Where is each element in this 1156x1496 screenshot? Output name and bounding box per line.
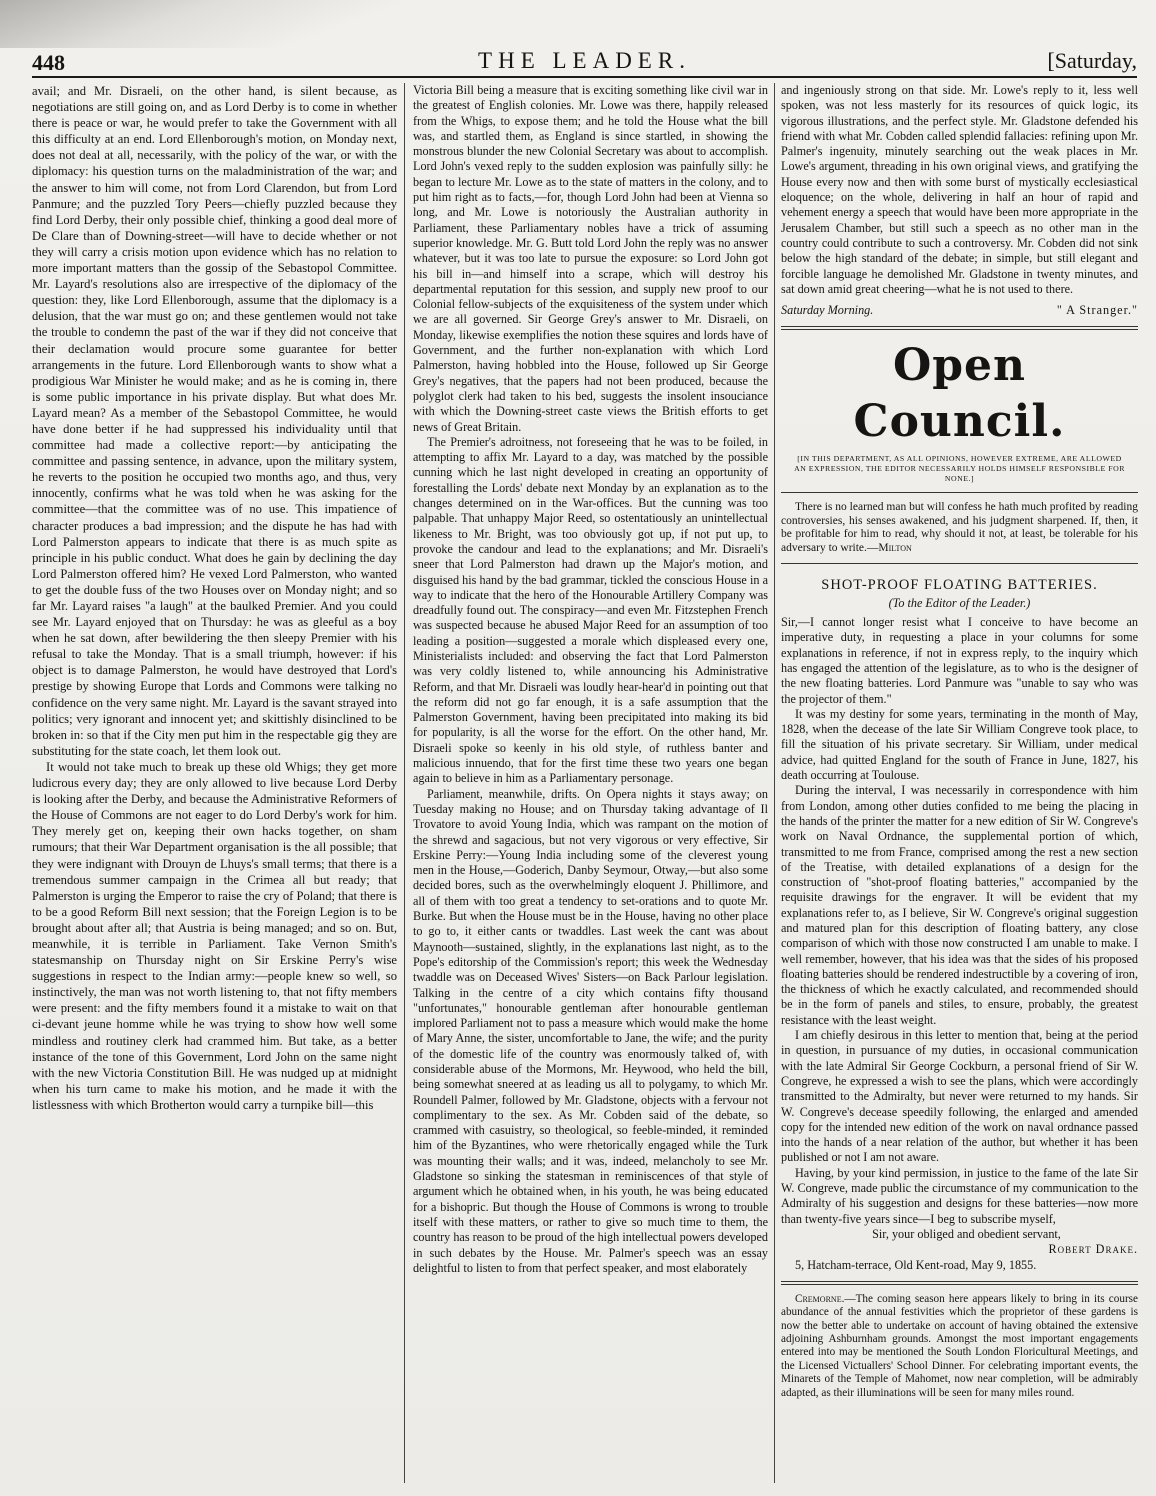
paragraph: I am chiefly desirous in this letter to mention that, being at the period in question, in pursuance of my duties, in occasional communication with the late Admiral Sir George Cockburn, a personal friend of Sir W. Congreve, he expressed a wish to see the plans, which were accordingly transmitted to the Admiralty, but never were returned to my hands. Sir W. Congreve's decease speedily following, the enlarged and amended copy for the intended new edition of the work on naval ordnance passed into the hands of a near relation of the author, but whether it has been published or not I am not aware. <box>781 1028 1138 1165</box>
column-3 <box>781 83 1138 1483</box>
paragraph: During the interval, I was necessarily in correspondence with him from London, among other duties confided to me being the placing in the hands of the printer the matter for a new edition of Sir W. Congreve's work on Naval Ordnance, the supplemental portion of which, transmitted to me from France, comprised among the rest a new section of the Treatise, with detailed explanations of a design for the construction of "shot-proof floating batteries," accompanied by the requisite drawings for the engraver. It will be evident that my explanations refer to, as I believe, Sir W. Congreve's original suggestion and matured plan for this description of floating battery, any close comparison of which with those now constructed I am unable to make. I well remember, however, that his idea was that the sides of his proposed floating batteries should be rendered indestructible by a covering of iron, the thickness of which he exactly calculated, and recommended should be in the form of panels and stiles, to ensure, probably, the greatest resistance with the least weight. <box>781 783 1138 1027</box>
paper-scuff <box>0 0 420 48</box>
section-divider <box>781 492 1138 493</box>
page-number: 448 <box>32 50 65 75</box>
letter-signer: Robert Drake. <box>1048 1242 1138 1257</box>
paragraph: avail; and Mr. Disraeli, on the other hand, is silent because, as negotiations are still going on, and as Lord Derby is to come in whether there is peace or war, he would prefer to take the Government with all this difficulty at an end. Lord Ellenborough's motion, on Monday next, does not deal at all, necessarily, with the policy of the war, or with the diplomacy: his question turns on the maladministration of the war; and the answer to him will come, not from Lord Clarendon, but from Lord Panmure; and the puzzled Tory Peers—chiefly puzzled because they find Lord Derby, their only possible chief, thinking a good deal more of De Clare than of Downing-street—will have to decide whether or not they will carry a crisis motion upon evidence which has no relation to more important matters than the gossip of the Sebastopol Committee. Mr. Layard's resolutions also are irrespective of the diplomacy of the question: they, like Lord Ellenborough, assume that the diplomacy is a delusion, that the war must go on; and these gentlemen would not take the trouble to condemn the past of the war if they did not conceive that their declamation would procure some guarantee for better arrangements in the future. Lord Ellenborough wants to show what a prodigious War Minister he would make; and as he is coming in, there is some public importance in his private display. But what does Mr. Layard mean? As a member of the Sebastopol Committee, he would have done better if he had suppressed his individuality until that committee had made a collective report:—by anticipating the committee and passing sentence, in advance, upon the military system, he reverts to the position he occupied two months ago, and thus, very innocently, confirms what he was told when he was asking for the committee—that the committee was of no use. This impatience of character produces a bad impression; and the dispute he has had with Lord Palmerston appears to indicate that there is as much spite as principle in his public conduct. What does he gain by declining the day Lord Palmerston offered him? He vexed Lord Palmerston, who wanted to get the double fuss of the two Houses over on Monday night; and so far Mr. Layard raises "a laugh" at the baulked Premier. And you could see Mr. Layard enjoyed that on Thursday: he was as gleeful as a boy when he sat down, after bewildering the then sleepy Premier with his refusal to take the Monday. That is a small triumph, however: if his object is to damage Palmerston, he would have destroyed that Lord's prestige by showing Europe that Lords and Commons were talking no confidence on the very same night. Mr. Layard is the savant strayed into politics; very ignorant and innocent yet; and skittishly disinclined to be broken in: so that if the City men put him in the respectable gig they are substituting for the state coach, let them look out. <box>32 84 397 758</box>
letter-address: 5, Hatcham-terrace, Old Kent-road, May 9, 1855. <box>795 1257 1037 1272</box>
cremorne-text: —The coming season here appears likely to bring in its course abundance of the annual festivities which the proprietor of these gardens is now the better able to undertake on account of having obtained the extensive adjoining Ashburnham grounds. Amongst the most important engagements entered into may be mentioned the South London Floricultural Meetings, and the Licensed Victuallers' School Dinner. For celebrating important events, the Minarets of the Temple of Mahomet, now near completion, will be admirably adapted, as their illuminations will be seen for many miles round. <box>781 1292 1138 1399</box>
column-rule <box>774 83 775 1483</box>
paragraph: Parliament, meanwhile, drifts. On Opera nights it stays away; on Tuesday making no House; and on Thursday taking advantage of Il Trovatore to avoid Young India, which was rampant on the motion of the shrewd and sagacious, but not very vigorous or very effective, Sir Erskine Perry:—Young India including some of the cleverest young men in the House,—Goderich, Danby Seymour, Otway,—but also some decided bores, such as the overwhelmingly eloquent J. Phillimore, and all of them with too great a tendency to set-orations and to quote Mr. Burke. But when the House must be in the House, having no other place to go to, it either cants or twaddles. Last week the cant was about Maynooth—sustained, slightly, in the explanations last night, as to the Pope's editorship of the Commission's report; this week the Wednesday twaddle was on Deceased Wives' Sisters—on Back Parlour legislation. Talking in the centre of a city which contains fifty thousand "unfortunates," honourable gentleman after honourable gentleman implored Parliament not to pass a measure which would make the home of Mary Anne, the sister, uncomfortable to Jane, the wife; and the purity of the domestic life of the country was enormously talked of, with considerable abuse of the Mormons, Mr. Heywood, who held the bill, being somewhat sneered at as leading us all to polygamy, to which Mr. Roundell Palmer, followed by Mr. Gladstone, objects with a fervour not complimentary to the sex. As Mr. Cobden said of the debate, so crammed with casuistry, so theological, so feeble-minded, it reminded him of the Byzantines, who were rhetorically engaged while the Turk was mounting their walls; and it was, indeed, melancholy to see Mr. Gladstone so sinking the statesman in reminiscences of that style of argument which he obtained when, in his youth, he was being educated for a bishopric. But though the House of Commons is wrong to trouble itself with these matters, or rather to give so much time to them, the country has reason to be proud of the high intellectual powers developed in such debates by the House. Mr. Palmer's speech was an essay delightful to listen to from that perfect speaker, and most elaborately <box>413 786 768 1275</box>
header-day: [Saturday, <box>1047 48 1137 73</box>
signoff <box>781 303 1138 318</box>
paragraph: Victoria Bill being a measure that is exciting something like civil war in the greatest of English colonies. Mr. Lowe was there, happily released from the Whigs, to expose them; and he told the House what the bill was, and startled them, as England is since startled, in showing the monstrous blunder the new Colonial Secretary was about to accomplish. Lord John's vexed reply to the sudden explosion was painfully silly: he began to lecture Mr. Lowe as to the state of matters in the colony, and to put him right as to facts,—for, though Lord John had been at Vienna so long, and Mr. Lowe is notoriously the Australian authority in Parliament, these Parliamentary nobles have a trick of assuming superior knowledge. Mr. G. Butt told Lord John the reply was no answer whatever, but it was too late to pursue the exposure: so Lord John got his bill in—and himself into a scrape, which will destroy his departmental reputation for this session, and supply new proof to our Colonial fellow-subjects of the exquisiteness of the system under which we are all governed. Sir George Grey's answer to Mr. Disraeli, on Monday, likewise exemplifies the notion these squires and lords have of Government, and the further non-explanation with which Lord Palmerston, having hobbled into the House, followed up Sir George Grey's negatives, that the papers had not been produced, because the polyglot clerk had taken to his bed, suggests the insolent insouciance with which the Downing-street caste views the British efforts to get news of Great Britain. <box>413 83 768 434</box>
paragraph: Having, by your kind permission, in justice to the fame of the late Sir W. Congreve, made public the circumstance of my communication to the Admiralty of his suggestion and designs for these batteries—now more than twenty-five years since—I beg to subscribe myself, <box>781 1165 1138 1226</box>
paragraph: The Premier's adroitness, not foreseeing that he was to be foiled, in attempting to affix Mr. Layard to a day, was matched by the possible cunning which he last night developed in creating an opportunity of forestalling the Lords' debate next Monday by an explanation as to the changes determined on in the War-offices. But the cunning was too palpable. That unhappy Major Reed, so ostentatiously an unintellectual likeness to Mr. Bright, was too obviously got up, if not put up, to provoke the candour and lead to the explanations; and Mr. Disraeli's sneer that Lord Palmerston had drawn up the Major's motion, and disguised his hand by the bad grammar, tickled the conscious House in a way to indicate that the hero of the Honourable Artillery Company was dreadfully found out. The conspiracy—and even Mr. Fitzstephen French was suspected because he abused Major Reed for an assumption of too leading a position—suggested a morale which displeased every one, Ministerialists included: and observing the fact that Lord Palmerston was very coldly listened to, while announcing his Administrative Reform, and that Mr. Disraeli was loudly hear-hear'd in pointing out that the reform did not go far enough, it is a safe assumption that the Palmerston Government, having been precipitated into making its bid for popularity, is all the worse for the effort. On the other hand, Mr. Disraeli spoke so keenly in his old style, of ruthless banter and malicious innuendo, that for the first time these two years one began again to believe in him as a Parliamentary personage. <box>413 434 768 786</box>
article-subtitle: (To the Editor of the Leader.) <box>888 595 1031 610</box>
section-divider <box>781 563 1138 564</box>
epigraph-text: There is no learned man but will confess he hath much profited by reading controversies, his senses awakened, and his judgment sharpened. If, then, it be profitable for him to read, why should it not, at least, be tolerable for his adversary to write.— <box>781 501 1138 554</box>
signoff-name: " A Stranger." <box>1056 303 1138 318</box>
cremorne-lead: Cremorne. <box>795 1292 845 1305</box>
section-divider <box>781 1281 1138 1285</box>
open-council-note: [IN THIS DEPARTMENT, AS ALL OPINIONS, HOWEVER EXTREME, ARE ALLOWED AN EXPRESSION, THE EDITOR NECESSARILY HOLDS HIMSELF RESPONSIBLE FOR NONE.] <box>794 454 1125 484</box>
column-1 <box>32 83 397 1483</box>
epigraph-source: Milton <box>878 541 912 554</box>
paragraph: Sir,—I cannot longer resist what I conceive to have become an imperative duty, in requesting a place in your columns for some explanations in reference, if not in express reply, to the inquiry which has engaged the attention of the legislature, as to who is the designer of the new floating batteries. Lord Panmure was "unable to say who was the projector of them." <box>781 615 1138 706</box>
column-rule <box>404 83 405 1483</box>
cremorne-note <box>781 1293 1138 1400</box>
masthead-title: THE LEADER. <box>478 48 691 73</box>
paragraph: and ingeniously strong on that side. Mr. Lowe's reply to it, less well spoken, was not less masterly for its resources of quick logic, its vigorous illustrations, and the perfect style. Mr. Gladstone defended his friend with what Mr. Cobden called splendid fallacies: refining upon Mr. Palmer's ingenuity, minutely searching out the weak places in Mr. Lowe's argument, threading in his own original views, and gratifying the House every now and then with some burst of mystically ecclesiastical eloquence; on the whole, delivering in half an hour of rapid and vehement energy a speech that would have been more appropriate in the Jerusalem Chamber, but still such a speech as no other man in the country could contribute to such a controversy. Mr. Cobden did not sink below the high standard of the debate; in simple, but still elegant and forcible language he demolished Mr. Gladstone in twenty minutes, and sat down amid great cheering—what he is not used to there. <box>781 83 1138 296</box>
open-council-title: Open Council. <box>853 340 1066 448</box>
column-2 <box>413 83 768 1483</box>
letter-closing: Sir, your obliged and obedient servant, <box>872 1226 1061 1241</box>
paragraph: It would not take much to break up these old Whigs; they get more ludicrous every day; they are only allowed to live because Lord Derby is looking after the Derby, and because the Administrative Reformers of the House of Commons are not eager to do Lord Derby's work for him. They merely get on, keeping their own hacks together, on sham rumours; that their War Department organisation is the all possible; that they were indignant with Drouyn de Lhuys's small terms; that there is a tremendous summer campaign in the Crimea all but ready; that Palmerston is urging the Emperor to raise the cry of Poland; that there is to be a good Reform Bill next session; that the Foreign Legion is to be brought about after all; that Austria is being managed; and so on. But, meanwhile, it is terrible in Parliament. Take Vernon Smith's statesmanship on Thursday night on Sir Erskine Perry's wise suggestions in respect to the Indian army:—people knew so well, so instinctively, the man was not worth listening to, that not fifty members were present: and the fifty members found it a mistake to wait on that ci-devant jeune homme while he was trying to show how well some mindless and routiney clerk had crammed him. But take, as a better instance of the tone of this Government, Lord John on the same night with the new Victoria Constitution Bill. He was nudged up at midnight when his turn came to make his motion, and he made it with the listlessness with which Brotherton would carry a turnpike bill—this <box>32 759 397 1112</box>
paragraph: It was my destiny for some years, terminating in the month of May, 1828, when the decease of the late Sir William Congreve took place, to fill the situation of his private secretary. Sir William, under medical advice, had quitted England for the south of France in June, 1827, his death occurring at Toulouse. <box>781 706 1138 783</box>
epigraph <box>781 501 1138 555</box>
page-header <box>32 48 1137 78</box>
signoff-date: Saturday Morning. <box>781 303 874 318</box>
section-divider <box>781 326 1138 330</box>
article-title: SHOT-PROOF FLOATING BATTERIES. <box>821 577 1098 594</box>
